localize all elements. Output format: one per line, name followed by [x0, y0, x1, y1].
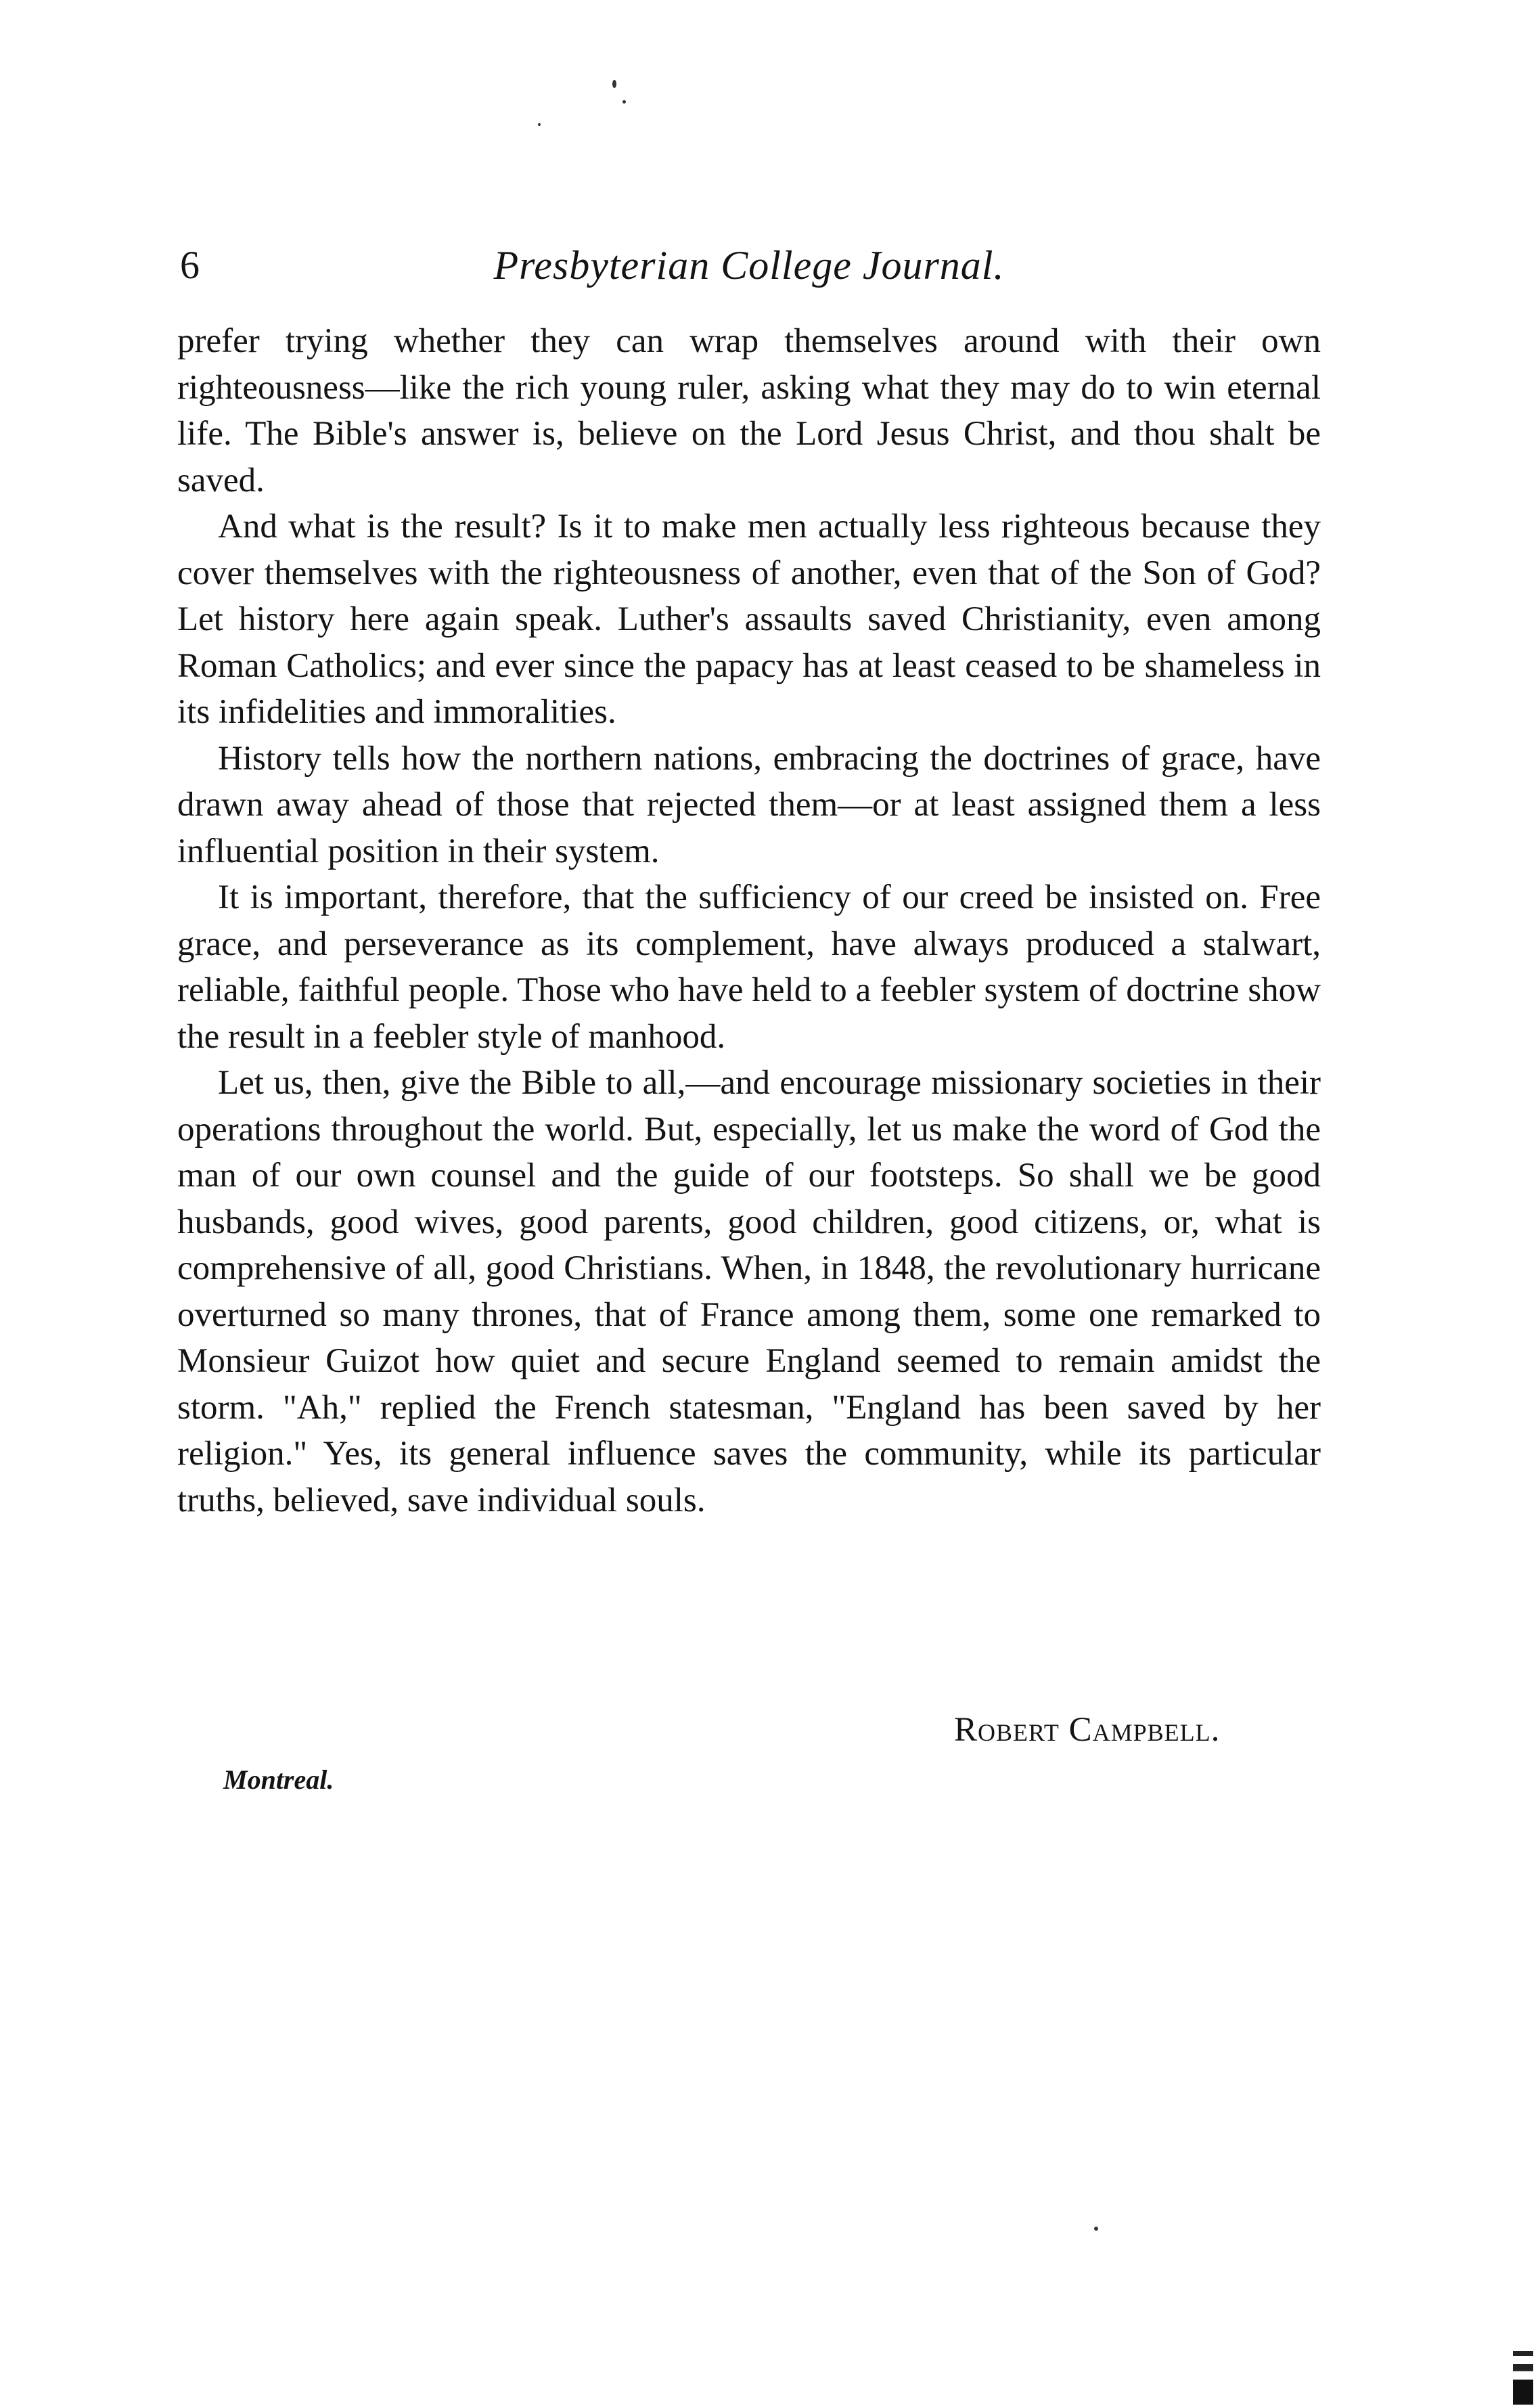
print-speck — [1094, 2227, 1098, 2231]
journal-title: Presbyterian College Journal. — [493, 243, 1005, 288]
article-body — [177, 318, 1321, 1523]
paragraph-continued: prefer trying whether they can wrap themselves around with their own righteousness—like the rich young ruler, asking what they may do to win eternal life. The Bible's answer is, believe on the Lord Jesus Christ, and thou shalt be saved. — [177, 322, 1321, 499]
page-number: 6 — [180, 243, 200, 287]
paragraph: History tells how the northern nations, embracing the doctrines of grace, have drawn away ahead of those that rejected them—or at least assigned them a less influential position in their system. — [177, 739, 1321, 870]
print-speck — [538, 123, 541, 126]
paragraph: It is important, therefore, that the sufficiency of our creed be insisted on. Free grace, and perseverance as its complement, have always produced a stalwart, reliable, faithful people. Those who have held to a feebler system of doctrine show the result in a feebler style of manhood. — [177, 878, 1321, 1056]
print-speck — [622, 100, 626, 104]
place-line: Montreal. — [223, 1764, 334, 1795]
running-head — [177, 238, 1321, 292]
author-signature: Robert Campbell. — [954, 1711, 1221, 1749]
paragraph: And what is the result? Is it to make men actually less righteous because they cover themselves with the righteousness of another, even that of the Son of God? Let history here again speak. Luther's assaults saved Christianity, even among Roman Catholics; and ever since the papacy has at least ceased to be shameless in its infidelities and immoralities. — [177, 508, 1321, 731]
paragraph: Let us, then, give the Bible to all,—and encourage missionary societies in their operations throughout the world. But, especially, let us make the word of God the man of our own counsel and the guide of our footsteps. So shall we be good husbands, good wives, good parents, good children, good citizens, or, what is comprehensive of all, good Christians. When, in 1848, the revolutionary hurricane overturned so many thrones, that of France among them, some one remarked to Monsieur Guizot how quiet and secure England seemed to remain amidst the storm. "Ah," replied the French statesman, "England has been saved by her religion." Yes, its general influence saves the community, while its particular truths, believed, save individual souls. — [177, 1064, 1321, 1519]
print-speck — [612, 80, 616, 88]
binding-mark — [1513, 2345, 1533, 2405]
